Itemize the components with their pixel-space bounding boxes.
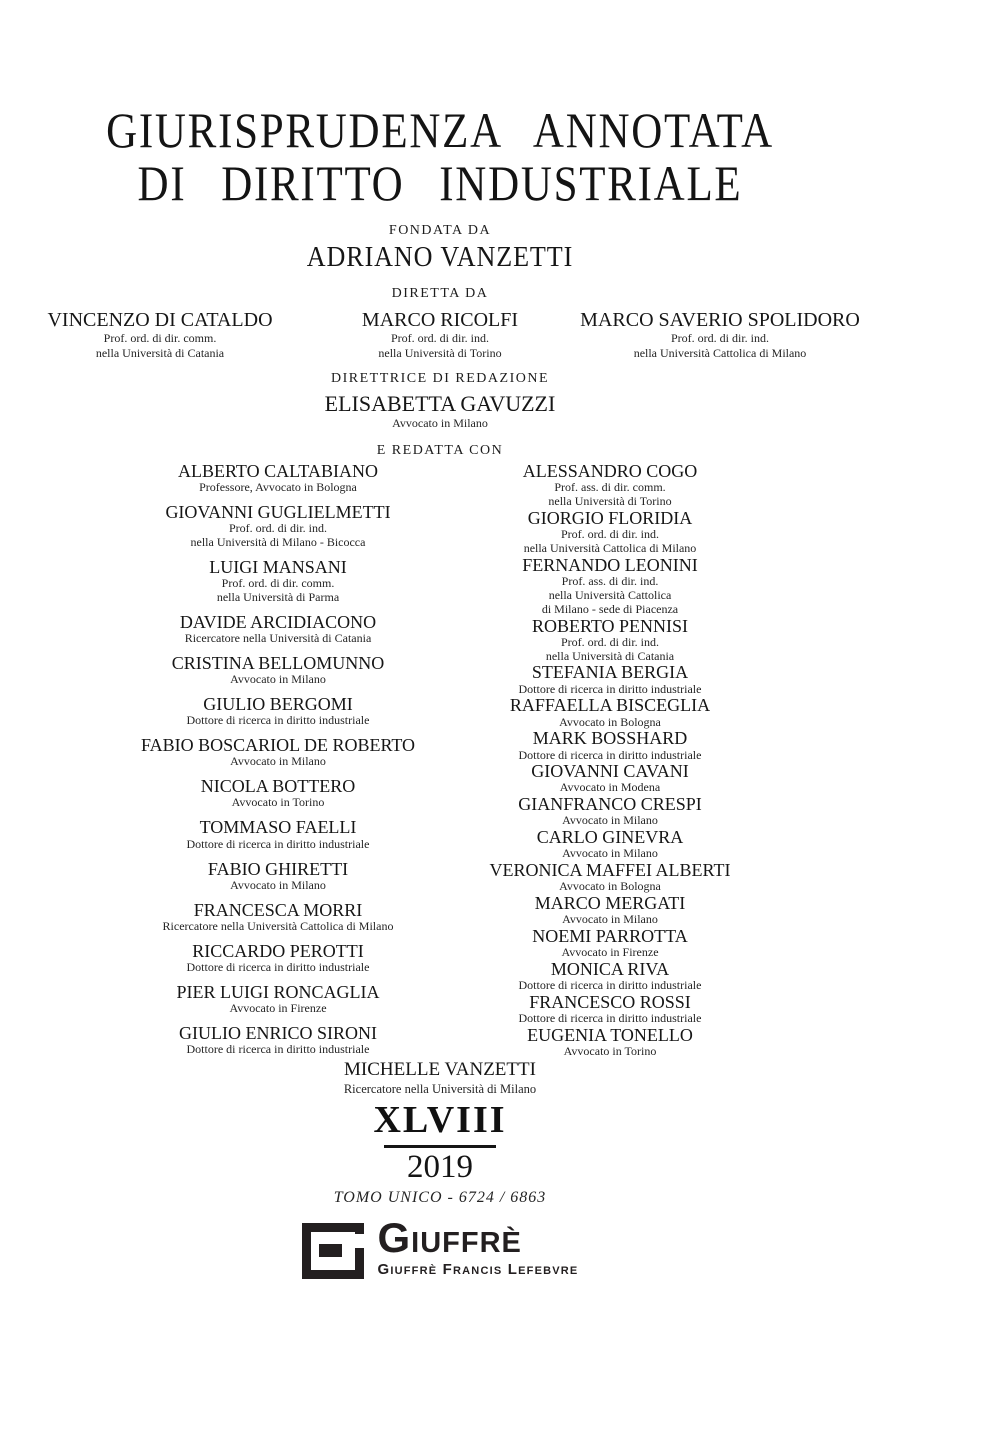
person-name: ALESSANDRO COGO [522, 460, 698, 481]
g-mark-notch [355, 1234, 364, 1248]
person-name: RAFFAELLA BISCEGLIA [509, 695, 711, 716]
person-role-line: Ricercatore nella Università Cattolica di Milano [162, 918, 394, 933]
editor-entry [464, 617, 756, 664]
person-name: TOMMASO FAELLI [199, 817, 357, 838]
person-name: DAVIDE ARCIDIACONO [179, 612, 377, 633]
person-name: ROBERTO PENNISI [531, 615, 689, 636]
person-role-line: Ricercatore nella Università di Milano [343, 1081, 537, 1096]
person-role-line: Dottore di ricerca in diritto industriale [186, 1041, 370, 1056]
person-name: FABIO BOSCARIOL DE ROBERTO [140, 735, 416, 756]
person-roles [98, 714, 458, 728]
editor-entry [464, 795, 756, 828]
direttrice-label: DIRETTRICE DI REDAZIONE [330, 371, 550, 387]
person-roles [464, 1012, 756, 1026]
person-roles [98, 920, 458, 934]
publisher-subtitle: Giuffrè Francis Lefebvre [377, 1260, 579, 1278]
volume-year: 2019 [407, 1148, 473, 1185]
person-roles [98, 577, 458, 605]
journal-title-line1: GIURISPRUDENZA ANNOTATA [106, 102, 774, 158]
person-roles [464, 880, 756, 894]
editor-entry [98, 983, 458, 1016]
directors-row [0, 309, 880, 362]
editor-entry [98, 777, 458, 810]
person-name: STEFANIA BERGIA [531, 662, 689, 683]
person-role-line: Ricercatore nella Università di Catania [184, 631, 372, 646]
person-roles [98, 755, 458, 769]
person-roles [464, 847, 756, 861]
final-editor-entry [0, 1060, 880, 1097]
person-roles [464, 749, 756, 763]
person-name: MICHELLE VANZETTI [344, 1058, 536, 1080]
editor-entry [98, 860, 458, 893]
person-role-line: Prof. ord. di dir. ind. [229, 521, 327, 536]
publisher-wordmark [377, 1214, 579, 1278]
director-entry [0, 309, 320, 362]
editor-entry [464, 828, 756, 861]
person-role-line: Prof. ord. di dir. comm. [103, 330, 217, 345]
editor-entry [464, 696, 756, 729]
director-entry [560, 309, 880, 362]
publisher-logo [0, 1214, 880, 1279]
editor-entry [464, 894, 756, 927]
editor-entry [464, 729, 756, 762]
editor-entry [464, 960, 756, 993]
person-roles [464, 481, 756, 509]
person-role-line: nella Università di Torino [378, 345, 502, 360]
person-name: RICCARDO PEROTTI [192, 940, 364, 961]
person-roles [464, 683, 756, 697]
person-name: CRISTINA BELLOMUNNO [171, 653, 385, 674]
person-name: GIORGIO FLORIDIA [527, 507, 693, 528]
director-entry [320, 309, 560, 362]
person-role-line: nella Università di Parma [216, 590, 340, 605]
person-role-line: Avvocato in Milano [562, 912, 658, 927]
editor-entry [464, 462, 756, 509]
person-roles [98, 1043, 458, 1057]
editor-entry [464, 861, 756, 894]
person-role-line: Avvocato in Milano [230, 672, 326, 687]
person-name: MARCO SAVERIO SPOLIDORO [580, 308, 860, 331]
editor-entry [98, 558, 458, 605]
person-role-line: Dottore di ricerca in diritto industriale [518, 1011, 702, 1026]
editor-entry [98, 695, 458, 728]
diretta-da-label: DIRETTA DA [391, 285, 489, 301]
person-role-line: Prof. ass. di dir. ind. [561, 573, 659, 588]
person-roles [98, 1002, 458, 1016]
person-role-line: Prof. ord. di dir. ind. [671, 330, 769, 345]
person-role-line: Prof. ord. di dir. ind. [561, 526, 659, 541]
person-role-line: Dottore di ricerca in diritto industriale [186, 836, 370, 851]
person-role-line: di Milano - sede di Piacenza [541, 601, 679, 616]
editor-entry [464, 762, 756, 795]
person-roles [464, 575, 756, 617]
person-roles [464, 636, 756, 664]
person-name: FRANCESCO ROSSI [529, 992, 691, 1013]
person-role-line: Avvocato in Milano [392, 415, 488, 430]
editor-entry [98, 613, 458, 646]
person-roles [464, 979, 756, 993]
editor-entry [464, 509, 756, 556]
tomo-line: TOMO UNICO - 6724 / 6863 [333, 1189, 547, 1207]
person-roles [98, 879, 458, 893]
person-roles [464, 781, 756, 795]
editors-columns [0, 462, 880, 1057]
direttrice-entry [0, 392, 880, 430]
person-role-line: Avvocato in Milano [562, 813, 658, 828]
person-role-line: Avvocato in Milano [562, 846, 658, 861]
person-role-line: nella Università di Milano - Bicocca [190, 535, 366, 550]
editor-entry [464, 993, 756, 1026]
person-name: GIANFRANCO CRESPI [518, 794, 702, 815]
person-name: ALBERTO CALTABIANO [178, 460, 378, 481]
person-name: FERNANDO LEONINI [522, 554, 698, 575]
person-roles [98, 961, 458, 975]
person-role-line: Prof. ord. di dir. ind. [391, 330, 489, 345]
person-roles [98, 481, 458, 495]
person-role-line: Avvocato in Milano [230, 877, 326, 892]
person-role-line: Dottore di ricerca in diritto industriale [518, 681, 702, 696]
person-name: GIULIO ENRICO SIRONI [179, 1022, 377, 1043]
volume-divider-rule [384, 1145, 496, 1148]
editor-entry [98, 1024, 458, 1057]
g-mark-bar [319, 1244, 342, 1257]
person-role-line: Dottore di ricerca in diritto industriale [186, 959, 370, 974]
person-roles [464, 814, 756, 828]
person-role-line: Avvocato in Bologna [559, 879, 661, 894]
person-name: ELISABETTA GAVUZZI [324, 391, 556, 417]
fondata-da-label: FONDATA DA [388, 223, 492, 238]
person-roles [98, 522, 458, 550]
person-role-line: nella Università di Catania [95, 345, 225, 360]
person-role-line: Dottore di ricerca in diritto industriale [518, 978, 702, 993]
person-role-line: Professore, Avvocato in Bologna [199, 480, 357, 495]
person-role-line: Prof. ass. di dir. comm. [554, 480, 666, 495]
person-name: MARCO MERGATI [534, 893, 686, 914]
redatta-con-label: E REDATTA CON [376, 442, 504, 458]
person-roles [560, 331, 880, 362]
person-roles [464, 913, 756, 927]
person-roles [464, 946, 756, 960]
person-name: VINCENZO DI CATALDO [47, 308, 273, 331]
person-role-line: Dottore di ricerca in diritto industriale [518, 747, 702, 762]
founder-name: ADRIANO VANZETTI [306, 241, 574, 274]
person-role-line: nella Università Cattolica [548, 587, 672, 602]
editor-entry [98, 736, 458, 769]
person-name: MARCO RICOLFI [361, 308, 519, 331]
editor-entry [98, 942, 458, 975]
person-role-line: Avvocato in Bologna [559, 714, 661, 729]
person-role-line: Avvocato in Milano [230, 754, 326, 769]
person-role-line: nella Università Cattolica di Milano [523, 540, 697, 555]
person-roles [464, 528, 756, 556]
person-role-line: Avvocato in Firenze [229, 1000, 327, 1015]
person-name: NICOLA BOTTERO [200, 776, 356, 797]
person-role-line: nella Università di Torino [548, 493, 672, 508]
journal-title-line2: DI DIRITTO INDUSTRIALE [137, 154, 743, 211]
person-roles [98, 673, 458, 687]
editor-entry [98, 503, 458, 550]
editor-entry [464, 556, 756, 617]
person-name: FABIO GHIRETTI [207, 858, 349, 879]
person-role-line: nella Università di Catania [545, 648, 675, 663]
editor-entry [98, 654, 458, 687]
editor-entry [98, 818, 458, 851]
person-role-line: nella Università Cattolica di Milano [633, 345, 807, 360]
person-roles [0, 331, 320, 362]
person-role-line: Avvocato in Torino [563, 1044, 657, 1059]
person-role-line: Avvocato in Torino [231, 795, 325, 810]
person-name: CARLO GINEVRA [536, 827, 684, 848]
person-name: GIOVANNI GUGLIELMETTI [165, 502, 391, 523]
person-role-line: Dottore di ricerca in diritto industriale [186, 713, 370, 728]
person-name: MARK BOSSHARD [532, 728, 688, 749]
person-name: GIULIO BERGOMI [203, 694, 353, 715]
volume-number: XLVIII [373, 1098, 507, 1141]
person-name: NOEMI PARROTTA [532, 926, 688, 947]
person-role-line: Prof. ord. di dir. comm. [221, 576, 335, 591]
editor-entry [464, 663, 756, 696]
person-roles [98, 796, 458, 810]
person-name: GIOVANNI CAVANI [531, 761, 689, 782]
person-role-line: Prof. ord. di dir. ind. [561, 634, 659, 649]
person-role-line: Avvocato in Modena [559, 780, 661, 795]
person-name: EUGENIA TONELLO [527, 1025, 693, 1046]
person-name: FRANCESCA MORRI [193, 899, 363, 920]
editor-entry [98, 901, 458, 934]
person-roles [464, 716, 756, 730]
giuffre-g-mark-icon [302, 1223, 364, 1279]
person-roles [464, 1045, 756, 1059]
editors-column-left [98, 462, 458, 1057]
person-roles [98, 632, 458, 646]
editor-entry [98, 462, 458, 495]
person-name: VERONICA MAFFEI ALBERTI [489, 860, 731, 881]
person-name: MONICA RIVA [550, 959, 670, 980]
editor-entry [464, 1026, 756, 1059]
person-name: LUIGI MANSANI [209, 557, 347, 578]
editor-entry [464, 927, 756, 960]
person-role-line: Avvocato in Firenze [561, 945, 659, 960]
journal-title [0, 104, 880, 209]
person-roles [98, 838, 458, 852]
editors-column-right [464, 462, 756, 1057]
publisher-name: Giuffrè [377, 1214, 522, 1262]
person-roles [320, 331, 560, 362]
person-name: PIER LUIGI RONCAGLIA [176, 981, 380, 1002]
